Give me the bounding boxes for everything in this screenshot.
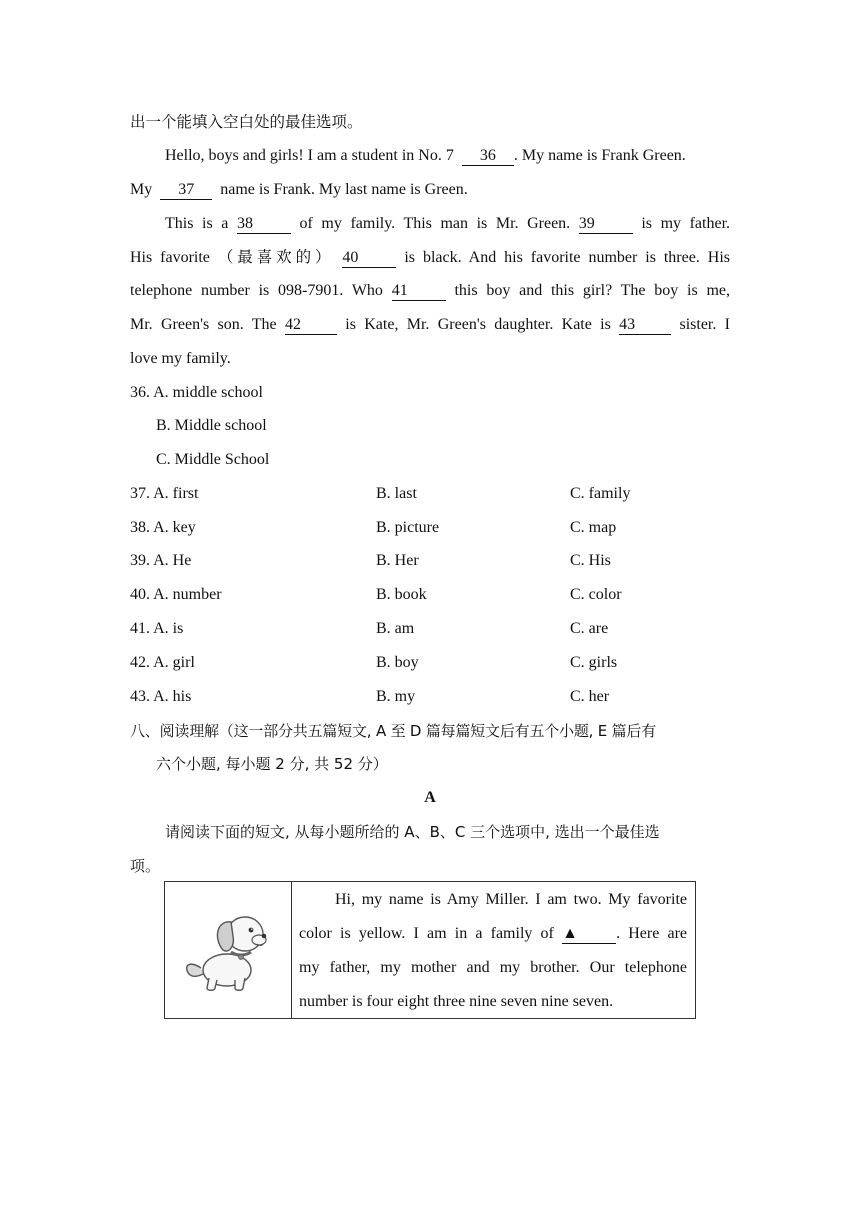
intro-line: 出一个能填入空白处的最佳选项。: [130, 113, 363, 131]
blank-38: 38: [237, 215, 291, 234]
blank-42: 42: [285, 316, 337, 335]
section-heading-cont: 六个小题, 每小题 2 分, 共 52 分）: [156, 755, 388, 773]
option-b: B. book: [376, 586, 427, 603]
section-heading: 八、阅读理解（这一部分共五篇短文, A 至 D 篇每篇短文后有五个小题, E 篇后有: [130, 722, 657, 740]
option-b: B. boy: [376, 654, 419, 671]
option-b: B. am: [376, 620, 415, 637]
card-text-span: . Here are: [616, 925, 688, 942]
option-a: 38. A. key: [130, 519, 196, 536]
option-a: 40. A. number: [130, 586, 222, 603]
passage-text: this boy and this girl? The boy is me,: [454, 282, 731, 299]
passage-text: sister. I: [679, 316, 730, 333]
passage-text: His favorite: [130, 249, 210, 266]
option-a: 42. A. girl: [130, 654, 195, 671]
option-c: C. are: [570, 620, 609, 637]
puppy-illustration: [165, 882, 291, 1018]
option-c: C. map: [570, 519, 617, 536]
option-b: B. my: [376, 688, 416, 705]
passage-text: My: [130, 181, 153, 198]
card-text: [299, 883, 687, 1019]
q36-option-c: C. Middle School: [156, 451, 270, 468]
card-line-3: my father, my mother and my brother. Our telephone: [299, 959, 687, 976]
card-line-4: number is four eight three nine seven nine seven.: [299, 993, 614, 1010]
blank-39: 39: [579, 215, 633, 234]
card-line-2: [299, 917, 687, 951]
blank-41: 41: [392, 282, 446, 301]
passage-text: . My name is Frank Green.: [513, 147, 686, 164]
option-a: 41. A. is: [130, 620, 184, 637]
option-c: C. color: [570, 586, 622, 603]
option-b: B. last: [376, 485, 417, 502]
passage-line-5: [130, 274, 730, 308]
instructions-cont: 项。: [130, 857, 161, 875]
option-b: B. picture: [376, 519, 440, 536]
option-c: C. girls: [570, 654, 618, 671]
passage-line-3: [165, 207, 730, 241]
passage-line-4: [130, 240, 730, 275]
passage-line-1: [165, 139, 730, 173]
option-a: 39. A. He: [130, 552, 192, 569]
passage-line-7: love my family.: [130, 350, 231, 367]
passage-text: Hello, boys and girls! I am a student in No. 7: [165, 147, 454, 164]
gloss-text: （最喜欢的）: [217, 248, 335, 266]
blank-40: 40: [342, 249, 396, 268]
option-b: B. Her: [376, 552, 419, 569]
q36-option-b: B. Middle school: [156, 417, 267, 434]
passage-line-6: [130, 308, 730, 342]
passage-text: is black. And his favorite number is three. His: [404, 249, 731, 266]
q36-option-a: 36. A. middle school: [130, 384, 263, 401]
part-label: A: [424, 789, 436, 806]
option-a: 43. A. his: [130, 688, 192, 705]
reading-card: [164, 881, 696, 1019]
option-c: C. family: [570, 485, 631, 502]
card-image-cell: [165, 882, 292, 1018]
blank-37: 37: [160, 181, 212, 200]
passage-line-2: [130, 173, 730, 207]
instructions: 请阅读下面的短文, 从每小题所给的 A、B、C 三个选项中, 选出一个最佳选: [165, 823, 660, 841]
card-text-span: color is yellow. I am in a family of: [299, 925, 554, 942]
card-line-1: Hi, my name is Amy Miller. I am two. My favorite: [335, 891, 687, 908]
blank-36: 36: [462, 147, 514, 166]
passage-text: telephone number is 098-7901. Who: [130, 282, 383, 299]
passage-text: Mr. Green's son. The: [130, 316, 277, 333]
passage-text: This is a: [165, 215, 229, 232]
card-blank: ▲: [562, 925, 616, 944]
passage-text: is my father.: [641, 215, 731, 232]
option-a: 37. A. first: [130, 485, 199, 502]
option-c: C. His: [570, 552, 611, 569]
blank-43: 43: [619, 316, 671, 335]
option-c: C. her: [570, 688, 610, 705]
passage-text: of my family. This man is Mr. Green.: [299, 215, 571, 232]
passage-text: is Kate, Mr. Green's daughter. Kate is: [345, 316, 611, 333]
passage-text: name is Frank. My last name is Green.: [220, 181, 468, 198]
